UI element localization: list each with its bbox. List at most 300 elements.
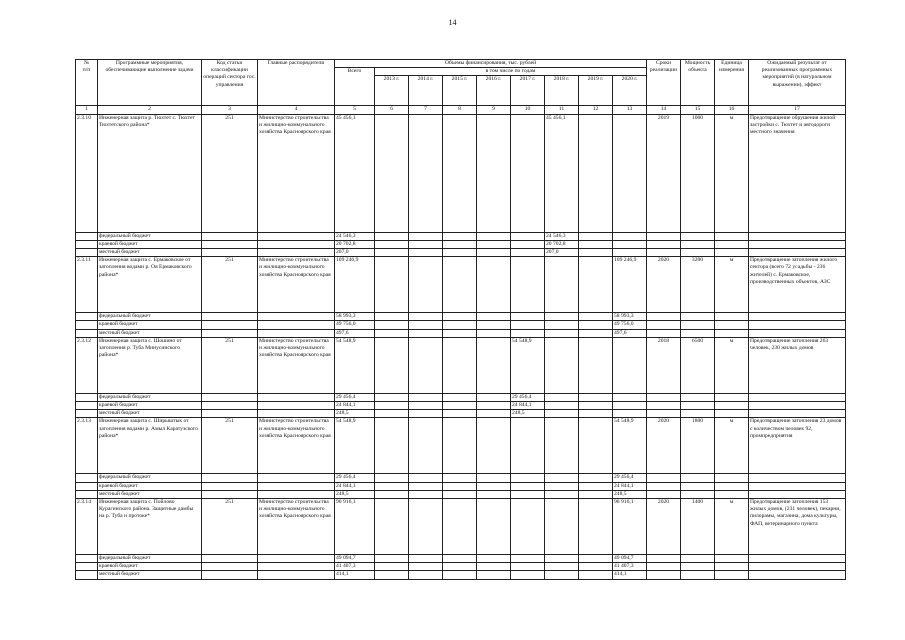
year-amount: [375, 114, 409, 232]
total-amount: 54 548,9: [335, 337, 375, 393]
expected-result: [749, 240, 846, 248]
year-amount: [579, 393, 613, 401]
year-amount: [477, 499, 511, 555]
classification-code: [202, 555, 258, 563]
year-amount: [375, 482, 409, 490]
financing-table: [75, 59, 846, 580]
capacity-value: [681, 410, 715, 418]
year-amount: [511, 249, 545, 257]
year-amount: [613, 240, 647, 248]
measure-name: Инженерная защита с. Шошино от затопления р. Туба Минусинского района*: [98, 337, 202, 393]
year-amount: [409, 329, 443, 337]
measure-name: федеральный бюджет: [98, 393, 202, 401]
row-number: [76, 490, 98, 498]
column-number: 4: [258, 106, 335, 114]
year-amount: [375, 257, 409, 313]
unit-value: [715, 313, 749, 321]
year-amount: [477, 490, 511, 498]
capacity-value: [681, 329, 715, 337]
measure-name: местный бюджет: [98, 571, 202, 579]
term-year: 2020: [647, 257, 681, 313]
year-amount: [443, 482, 477, 490]
term-year: [647, 240, 681, 248]
unit-value: [715, 240, 749, 248]
budget-row: [76, 490, 846, 498]
budget-row: [76, 563, 846, 571]
year-amount: [511, 490, 545, 498]
column-number: 10: [511, 106, 545, 114]
measure-name: краевой бюджет: [98, 482, 202, 490]
row-number: [76, 474, 98, 482]
term-year: [647, 321, 681, 329]
term-year: 2020: [647, 499, 681, 555]
header-year: 2019 г.: [579, 76, 613, 106]
total-amount: 49 094,7: [335, 555, 375, 563]
manager-name: [258, 571, 335, 579]
year-amount: [613, 114, 647, 232]
year-amount: [443, 474, 477, 482]
column-number: 12: [579, 106, 613, 114]
total-amount: 24 844,1: [335, 482, 375, 490]
year-amount: 497,6: [613, 329, 647, 337]
total-amount: 41 407,3: [335, 563, 375, 571]
header-by-year: в том числе по годам: [375, 68, 647, 76]
year-amount: [511, 571, 545, 579]
classification-code: [202, 410, 258, 418]
unit-value: [715, 232, 749, 240]
year-amount: [545, 563, 579, 571]
year-amount: [443, 563, 477, 571]
year-amount: [545, 313, 579, 321]
year-amount: [477, 232, 511, 240]
year-amount: [511, 257, 545, 313]
measure-name: Инженерная защита с. Пойлово Курагинского района. Защитные дамбы на р. Туба и протоке*: [98, 499, 202, 555]
unit-value: м: [715, 114, 749, 232]
column-number: 3: [202, 106, 258, 114]
total-amount: 45 456,1: [335, 114, 375, 232]
measure-name: краевой бюджет: [98, 563, 202, 571]
year-amount: [613, 337, 647, 393]
expected-result: [749, 321, 846, 329]
year-amount: [545, 555, 579, 563]
year-amount: 54 548,9: [511, 337, 545, 393]
term-year: [647, 482, 681, 490]
term-year: 2020: [647, 418, 681, 474]
unit-value: [715, 329, 749, 337]
column-number: 13: [613, 106, 647, 114]
classification-code: [202, 321, 258, 329]
year-amount: [409, 563, 443, 571]
measure-row: [76, 499, 846, 555]
classification-code: 251: [202, 418, 258, 474]
year-amount: [511, 418, 545, 474]
row-number: [76, 482, 98, 490]
year-amount: [443, 499, 477, 555]
year-amount: [409, 114, 443, 232]
expected-result: Предотвращение затопления 23 домов с количеством человек 92, промпредприятия: [749, 418, 846, 474]
year-amount: [545, 402, 579, 410]
classification-code: [202, 329, 258, 337]
year-amount: [579, 555, 613, 563]
capacity-value: [681, 482, 715, 490]
term-year: [647, 571, 681, 579]
total-amount: 414,1: [335, 571, 375, 579]
term-year: [647, 490, 681, 498]
year-amount: 49 756,0: [613, 321, 647, 329]
capacity-value: [681, 393, 715, 401]
year-amount: [579, 490, 613, 498]
year-amount: [511, 563, 545, 571]
year-amount: [579, 499, 613, 555]
unit-value: [715, 490, 749, 498]
year-amount: [477, 313, 511, 321]
manager-name: [258, 321, 335, 329]
classification-code: [202, 240, 258, 248]
total-amount: 248,5: [335, 410, 375, 418]
year-amount: [477, 563, 511, 571]
year-amount: [409, 410, 443, 418]
year-amount: [443, 337, 477, 393]
budget-row: [76, 571, 846, 579]
year-amount: [545, 329, 579, 337]
year-amount: [545, 474, 579, 482]
measure-name: федеральный бюджет: [98, 232, 202, 240]
classification-code: [202, 313, 258, 321]
expected-result: [749, 482, 846, 490]
column-number-row: [76, 106, 846, 114]
year-amount: [409, 337, 443, 393]
year-amount: [409, 499, 443, 555]
expected-result: [749, 232, 846, 240]
year-amount: [375, 329, 409, 337]
header-capacity: Мощность объекта: [681, 60, 715, 106]
year-amount: 90 916,1: [613, 499, 647, 555]
manager-name: [258, 490, 335, 498]
expected-result: [749, 474, 846, 482]
capacity-value: [681, 555, 715, 563]
year-amount: [511, 482, 545, 490]
header-year: 2014 г.: [409, 76, 443, 106]
year-amount: [477, 257, 511, 313]
year-amount: [409, 257, 443, 313]
expected-result: [749, 313, 846, 321]
year-amount: [511, 240, 545, 248]
total-amount: 58 993,3: [335, 313, 375, 321]
capacity-value: [681, 249, 715, 257]
year-amount: [477, 571, 511, 579]
manager-name: [258, 555, 335, 563]
classification-code: [202, 571, 258, 579]
column-number: 1: [76, 106, 98, 114]
column-number: 5: [335, 106, 375, 114]
total-amount: 54 548,9: [335, 418, 375, 474]
year-amount: [579, 402, 613, 410]
unit-value: [715, 555, 749, 563]
term-year: [647, 474, 681, 482]
year-amount: [409, 482, 443, 490]
year-amount: [443, 555, 477, 563]
row-number: [76, 329, 98, 337]
manager-name: [258, 402, 335, 410]
year-amount: [613, 232, 647, 240]
header-row: [76, 60, 846, 68]
term-year: 2019: [647, 114, 681, 232]
year-amount: 29 456,4: [613, 474, 647, 482]
header-terms: Сроки реализации: [647, 60, 681, 106]
budget-row: [76, 555, 846, 563]
unit-value: м: [715, 499, 749, 555]
row-number: [76, 321, 98, 329]
measure-name: Инженерная защита р. Тюхтет с. Тюхтет Тюхтетского района*: [98, 114, 202, 232]
header-year: 2015 г.: [443, 76, 477, 106]
year-amount: [477, 402, 511, 410]
year-amount: 20 702,8: [545, 240, 579, 248]
year-amount: [375, 313, 409, 321]
year-amount: [477, 418, 511, 474]
column-number: 7: [409, 106, 443, 114]
row-number: [76, 313, 98, 321]
term-year: [647, 329, 681, 337]
capacity-value: [681, 321, 715, 329]
budget-row: [76, 313, 846, 321]
year-amount: [409, 418, 443, 474]
column-number: 2: [98, 106, 202, 114]
manager-name: Министерство строительства и жилищно-коммунального хозяйства Красноярского края: [258, 418, 335, 474]
expected-result: [749, 410, 846, 418]
expected-result: [749, 393, 846, 401]
header-num: № п/п: [76, 60, 98, 106]
classification-code: 251: [202, 499, 258, 555]
year-amount: [579, 240, 613, 248]
year-amount: [579, 337, 613, 393]
expected-result: [749, 402, 846, 410]
expected-result: [749, 555, 846, 563]
capacity-value: 1800: [681, 418, 715, 474]
row-number: [76, 563, 98, 571]
column-number: 16: [715, 106, 749, 114]
measure-row: [76, 418, 846, 474]
measure-row: [76, 257, 846, 313]
capacity-value: 6500: [681, 337, 715, 393]
year-amount: [375, 499, 409, 555]
capacity-value: [681, 240, 715, 248]
column-number: 15: [681, 106, 715, 114]
year-amount: [375, 402, 409, 410]
year-amount: [375, 249, 409, 257]
column-number: 9: [477, 106, 511, 114]
year-amount: [579, 418, 613, 474]
unit-value: [715, 410, 749, 418]
column-number: 17: [749, 106, 846, 114]
year-amount: 29 456,4: [511, 393, 545, 401]
year-amount: [511, 555, 545, 563]
row-number: 2.3.11: [76, 257, 98, 313]
measure-name: Инженерная защита с. Ермаковское от затопления водами р. Оя Ермаковского района*: [98, 257, 202, 313]
year-amount: [511, 114, 545, 232]
year-amount: 248,5: [613, 490, 647, 498]
year-amount: [613, 249, 647, 257]
row-number: [76, 555, 98, 563]
unit-value: м: [715, 337, 749, 393]
total-amount: 20 702,8: [335, 240, 375, 248]
year-amount: [511, 321, 545, 329]
year-amount: [443, 490, 477, 498]
year-amount: [579, 563, 613, 571]
measure-name: краевой бюджет: [98, 240, 202, 248]
classification-code: [202, 249, 258, 257]
year-amount: [409, 402, 443, 410]
term-year: [647, 555, 681, 563]
year-amount: [409, 240, 443, 248]
year-amount: [409, 313, 443, 321]
year-amount: [409, 393, 443, 401]
year-amount: [375, 321, 409, 329]
term-year: [647, 232, 681, 240]
expected-result: [749, 571, 846, 579]
year-amount: 248,5: [511, 410, 545, 418]
header-result: Ожидаемый результат от реализованных программных мероприятий (в натуральном выражении), эффект: [749, 60, 846, 106]
year-amount: [477, 337, 511, 393]
row-number: [76, 232, 98, 240]
year-amount: [443, 240, 477, 248]
year-amount: [579, 329, 613, 337]
total-amount: 248,5: [335, 490, 375, 498]
year-amount: [511, 499, 545, 555]
unit-value: [715, 571, 749, 579]
header-year: 2016 г.: [477, 76, 511, 106]
year-amount: [375, 232, 409, 240]
header-managers: Главные распорядители: [258, 60, 335, 106]
year-amount: 207,0: [545, 249, 579, 257]
year-amount: [477, 240, 511, 248]
capacity-value: [681, 563, 715, 571]
year-amount: [443, 571, 477, 579]
header-total: Всего: [335, 68, 375, 106]
year-amount: [545, 490, 579, 498]
header-unit: Единица измерения: [715, 60, 749, 106]
year-amount: [443, 321, 477, 329]
year-amount: [613, 393, 647, 401]
year-amount: [375, 337, 409, 393]
row-number: [76, 402, 98, 410]
manager-name: [258, 393, 335, 401]
term-year: [647, 402, 681, 410]
year-amount: [613, 402, 647, 410]
year-amount: [409, 321, 443, 329]
classification-code: [202, 563, 258, 571]
total-amount: 29 456,4: [335, 393, 375, 401]
year-amount: [375, 240, 409, 248]
budget-row: [76, 474, 846, 482]
total-amount: 24 546,3: [335, 232, 375, 240]
year-amount: 41 407,3: [613, 563, 647, 571]
manager-name: [258, 474, 335, 482]
unit-value: [715, 474, 749, 482]
manager-name: Министерство строительства и жилищно-коммунального хозяйства Красноярского края: [258, 337, 335, 393]
measure-name: местный бюджет: [98, 410, 202, 418]
measure-name: федеральный бюджет: [98, 555, 202, 563]
term-year: 2018: [647, 337, 681, 393]
year-amount: [375, 410, 409, 418]
capacity-value: 1000: [681, 114, 715, 232]
year-amount: [443, 257, 477, 313]
manager-name: [258, 240, 335, 248]
capacity-value: 3200: [681, 257, 715, 313]
year-amount: [477, 321, 511, 329]
manager-name: [258, 329, 335, 337]
year-amount: [443, 402, 477, 410]
year-amount: [579, 257, 613, 313]
year-amount: [477, 482, 511, 490]
year-amount: 24 546,3: [545, 232, 579, 240]
year-amount: [545, 337, 579, 393]
measure-name: Инженерная защита с. Ширыштык от затопления водами р. Амыл Каратузского района*: [98, 418, 202, 474]
year-amount: [443, 329, 477, 337]
capacity-value: [681, 402, 715, 410]
manager-name: [258, 249, 335, 257]
measure-name: краевой бюджет: [98, 402, 202, 410]
year-amount: [511, 329, 545, 337]
row-number: [76, 249, 98, 257]
year-amount: [545, 499, 579, 555]
year-amount: [477, 410, 511, 418]
year-amount: [511, 474, 545, 482]
year-amount: [477, 555, 511, 563]
budget-row: [76, 232, 846, 240]
measure-row: [76, 114, 846, 232]
term-year: [647, 563, 681, 571]
year-amount: [443, 313, 477, 321]
row-number: 2.3.12: [76, 337, 98, 393]
classification-code: [202, 474, 258, 482]
row-number: [76, 240, 98, 248]
expected-result: [749, 329, 846, 337]
measure-name: местный бюджет: [98, 490, 202, 498]
classification-code: [202, 393, 258, 401]
year-amount: [579, 313, 613, 321]
classification-code: [202, 232, 258, 240]
row-number: 2.3.14: [76, 499, 98, 555]
manager-name: Министерство строительства и жилищно-коммунального хозяйства Красноярского края: [258, 499, 335, 555]
column-number: 14: [647, 106, 681, 114]
manager-name: [258, 232, 335, 240]
year-amount: [443, 232, 477, 240]
budget-row: [76, 321, 846, 329]
year-amount: [477, 474, 511, 482]
unit-value: [715, 393, 749, 401]
year-amount: [511, 313, 545, 321]
manager-name: [258, 410, 335, 418]
year-amount: [579, 232, 613, 240]
budget-row: [76, 329, 846, 337]
year-amount: [443, 418, 477, 474]
year-amount: [375, 393, 409, 401]
header-measures: Программные мероприятия, обеспечивающие выполнение задачи: [98, 60, 202, 106]
header-funding: Объемы финансирования, тыс. рублей: [335, 60, 647, 68]
year-amount: [443, 393, 477, 401]
term-year: [647, 249, 681, 257]
classification-code: 251: [202, 114, 258, 232]
unit-value: м: [715, 418, 749, 474]
row-number: [76, 393, 98, 401]
year-amount: 24 844,1: [511, 402, 545, 410]
classification-code: 251: [202, 257, 258, 313]
year-amount: [375, 418, 409, 474]
year-amount: [443, 114, 477, 232]
year-amount: [375, 555, 409, 563]
row-number: 2.3.10: [76, 114, 98, 232]
year-amount: [545, 393, 579, 401]
